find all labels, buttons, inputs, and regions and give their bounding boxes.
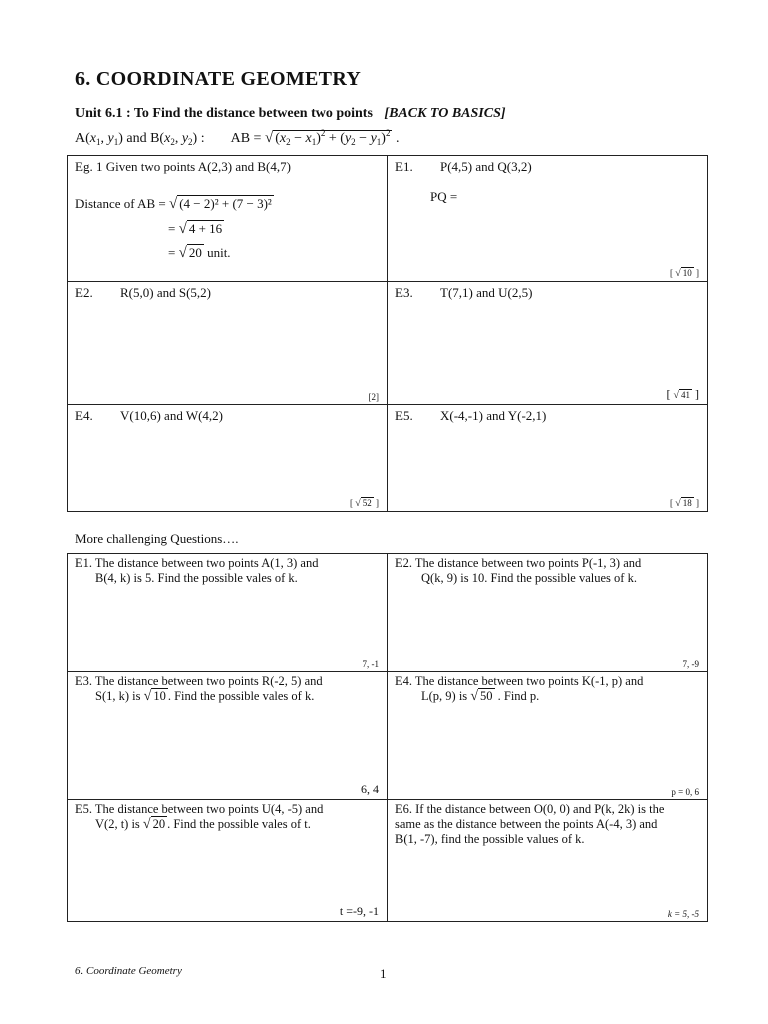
exercise-e3-answer [667, 387, 700, 402]
example-radical: √ (4 − 2)² + (7 − 3)² [168, 196, 272, 212]
formula-end: . [395, 131, 400, 146]
exercise-e2-label: E2. [75, 285, 93, 300]
exercise-e2-text [75, 285, 381, 301]
challenge-e4-text [395, 674, 701, 704]
exercise-e2-answer: [2] [368, 392, 379, 402]
formula-radical: √ $(x_2 - x_1)^2 + (y_2 - y_1)^2$ [264, 128, 391, 147]
challenge-e5-radical: √ 20 [142, 817, 166, 832]
answer-open: [ [670, 498, 673, 508]
answer-radical: √ 52 [355, 498, 372, 509]
challenge-e6-line2: same as the distance between the points A(-4, 3) and [395, 817, 658, 831]
challenge-e1-answer: 7, -1 [362, 659, 379, 669]
exercise-cell-e2 [68, 282, 388, 405]
answer-radical: √ 10 [675, 268, 692, 279]
answer-open: [ [666, 387, 671, 401]
example-step2-radical: √ 4 + 16 [178, 221, 223, 237]
answer-radicand: 10 [682, 268, 692, 278]
challenge-e5-text [75, 802, 381, 832]
challenge-cell-e4 [388, 672, 708, 800]
challenge-e5-radicand: 20 [152, 817, 166, 831]
challenge-e5-pre: V(2, t) is [95, 817, 140, 831]
challenge-e1-line1: E1. The distance between two points A(1, 3) and [75, 556, 319, 570]
formula-prefix: A( [75, 131, 90, 146]
challenge-e4-radicand: 50 [480, 689, 493, 703]
challenge-e3-line2 [75, 689, 381, 704]
challenge-e6-answer: k = 5, -5 [667, 909, 699, 919]
challenge-e5-line2 [75, 817, 381, 832]
exercise-e5-answer [670, 498, 699, 509]
exercise-e1-text [395, 159, 701, 175]
exercise-cell-e1 [388, 156, 708, 282]
challenge-e3-text [75, 674, 381, 704]
challenge-cell-e6 [388, 800, 708, 922]
formula-ab: AB = [230, 131, 262, 146]
challenge-cell-e1 [68, 554, 388, 672]
exercise-cell-e5 [388, 405, 708, 512]
unit-label: Unit 6.1 : To Find the distance between two points [75, 106, 373, 121]
unit-tag: [BACK TO BASICS] [384, 106, 506, 121]
answer-radical: √ 18 [675, 498, 692, 509]
example-eq-3: = [168, 245, 176, 260]
challenge-e6-line1: E6. If the distance between O(0, 0) and P(k, 2k) is the [395, 802, 665, 816]
challenge-question-grid [67, 553, 708, 922]
challenge-e6-text [395, 802, 701, 847]
example-step2 [168, 221, 224, 238]
challenge-e1-text [75, 556, 381, 586]
example-cell [68, 156, 388, 282]
exercise-e1-answer [670, 268, 699, 279]
page-number: 1 [380, 966, 387, 981]
exercise-e2-points: R(5,0) and S(5,2) [120, 285, 211, 300]
example-heading: Eg. 1 Given two points A(2,3) and B(4,7) [75, 159, 291, 174]
challenge-e4-radical: √ 50 [470, 689, 493, 704]
challenge-e3-line1: E3. The distance between two points R(-2, 5) and [75, 674, 323, 688]
example-distance-line [75, 196, 274, 213]
challenge-e4-pre: L(p, 9) is [421, 689, 468, 703]
formula-mid: ) and B( [118, 131, 165, 146]
exercise-e5-points: X(-4,-1) and Y(-2,1) [440, 408, 547, 423]
challenge-heading: More challenging Questions…. [75, 531, 239, 546]
challenge-e3-radical: √ 10 [143, 689, 166, 704]
example-step2-radicand: 4 + 16 [188, 221, 223, 236]
challenge-e2-line2: Q(k, 9) is 10. Find the possible values of k. [421, 571, 637, 585]
challenge-e4-line1: E4. The distance between two points K(-1, p) and [395, 674, 644, 688]
exercise-e4-label: E4. [75, 408, 93, 423]
challenge-e3-answer: 6, 4 [361, 782, 379, 796]
exercise-cell-e4 [68, 405, 388, 512]
exercise-cell-e3 [388, 282, 708, 405]
example-dist-label: Distance of AB = [75, 196, 166, 211]
challenge-e2-text [395, 556, 701, 586]
exercise-e3-text [395, 285, 701, 301]
challenge-e3-radicand: 10 [153, 689, 166, 703]
challenge-e4-line2 [395, 689, 701, 704]
example-step3-radicand: 20 [188, 245, 202, 260]
example-eq-2: = [168, 221, 176, 236]
challenge-e4-answer: p = 0, 6 [671, 787, 699, 797]
distance-formula: $A(x_1$, $y_1$) and $B(x_2$, $y_2$) : AB = √ $(x_2 - x_1)^2 + (y_2 - y_1)^2$ . [75, 128, 400, 147]
exercise-e5-label: E5. [395, 408, 413, 423]
challenge-e6-line3: B(1, -7), find the possible values of k. [395, 832, 585, 846]
challenge-cell-e3 [68, 672, 388, 800]
example-step3 [168, 245, 231, 262]
unit-heading [75, 106, 506, 122]
answer-close: ] [696, 498, 699, 508]
exercise-e1-points: P(4,5) and Q(3,2) [440, 159, 532, 174]
answer-open: [ [670, 268, 673, 278]
answer-radicand: 52 [362, 498, 372, 508]
challenge-cell-e5 [68, 800, 388, 922]
exercise-e1-work: PQ = [430, 189, 458, 204]
challenge-e5-line1: E5. The distance between two points U(4, -5) and [75, 802, 324, 816]
challenge-e3-post: . Find the possible vales of k. [167, 689, 315, 703]
challenge-e2-line1: E2. The distance between two points P(-1, 3) and [395, 556, 642, 570]
exercise-e4-points: V(10,6) and W(4,2) [120, 408, 224, 423]
answer-close: ] [376, 498, 379, 508]
example-radicand: (4 − 2)² + (7 − 3)² [179, 196, 272, 211]
answer-radical: √ 41 [673, 390, 690, 401]
exercise-e5-text [395, 408, 701, 424]
challenge-e4-post: . Find p. [494, 689, 540, 703]
challenge-e1-line2: B(4, k) is 5. Find the possible vales of k. [95, 571, 298, 585]
challenge-e5-post: . Find the possible vales of t. [167, 817, 311, 831]
challenge-cell-e2 [388, 554, 708, 672]
footer-chapter: 6. Coordinate Geometry [75, 965, 182, 977]
answer-close: ] [696, 268, 699, 278]
basics-exercise-grid [67, 155, 708, 512]
answer-radicand: 41 [681, 390, 690, 400]
example-step3-radical: √ 20 [178, 245, 202, 261]
challenge-e5-answer: t =-9, -1 [339, 904, 379, 918]
exercise-e4-text [75, 408, 381, 424]
formula-suffix: ) : [192, 131, 205, 146]
answer-open: [ [350, 498, 353, 508]
exercise-e3-points: T(7,1) and U(2,5) [440, 285, 533, 300]
page-title: 6. COORDINATE GEOMETRY [75, 68, 362, 90]
challenge-e3-pre: S(1, k) is [95, 689, 141, 703]
exercise-e1-label: E1. [395, 159, 413, 174]
answer-radicand: 18 [682, 498, 692, 508]
exercise-e3-label: E3. [395, 285, 413, 300]
challenge-e2-answer: 7, -9 [682, 659, 699, 669]
answer-close: ] [695, 387, 699, 401]
exercise-e4-answer [350, 498, 379, 509]
example-step3-unit: unit. [203, 245, 231, 260]
